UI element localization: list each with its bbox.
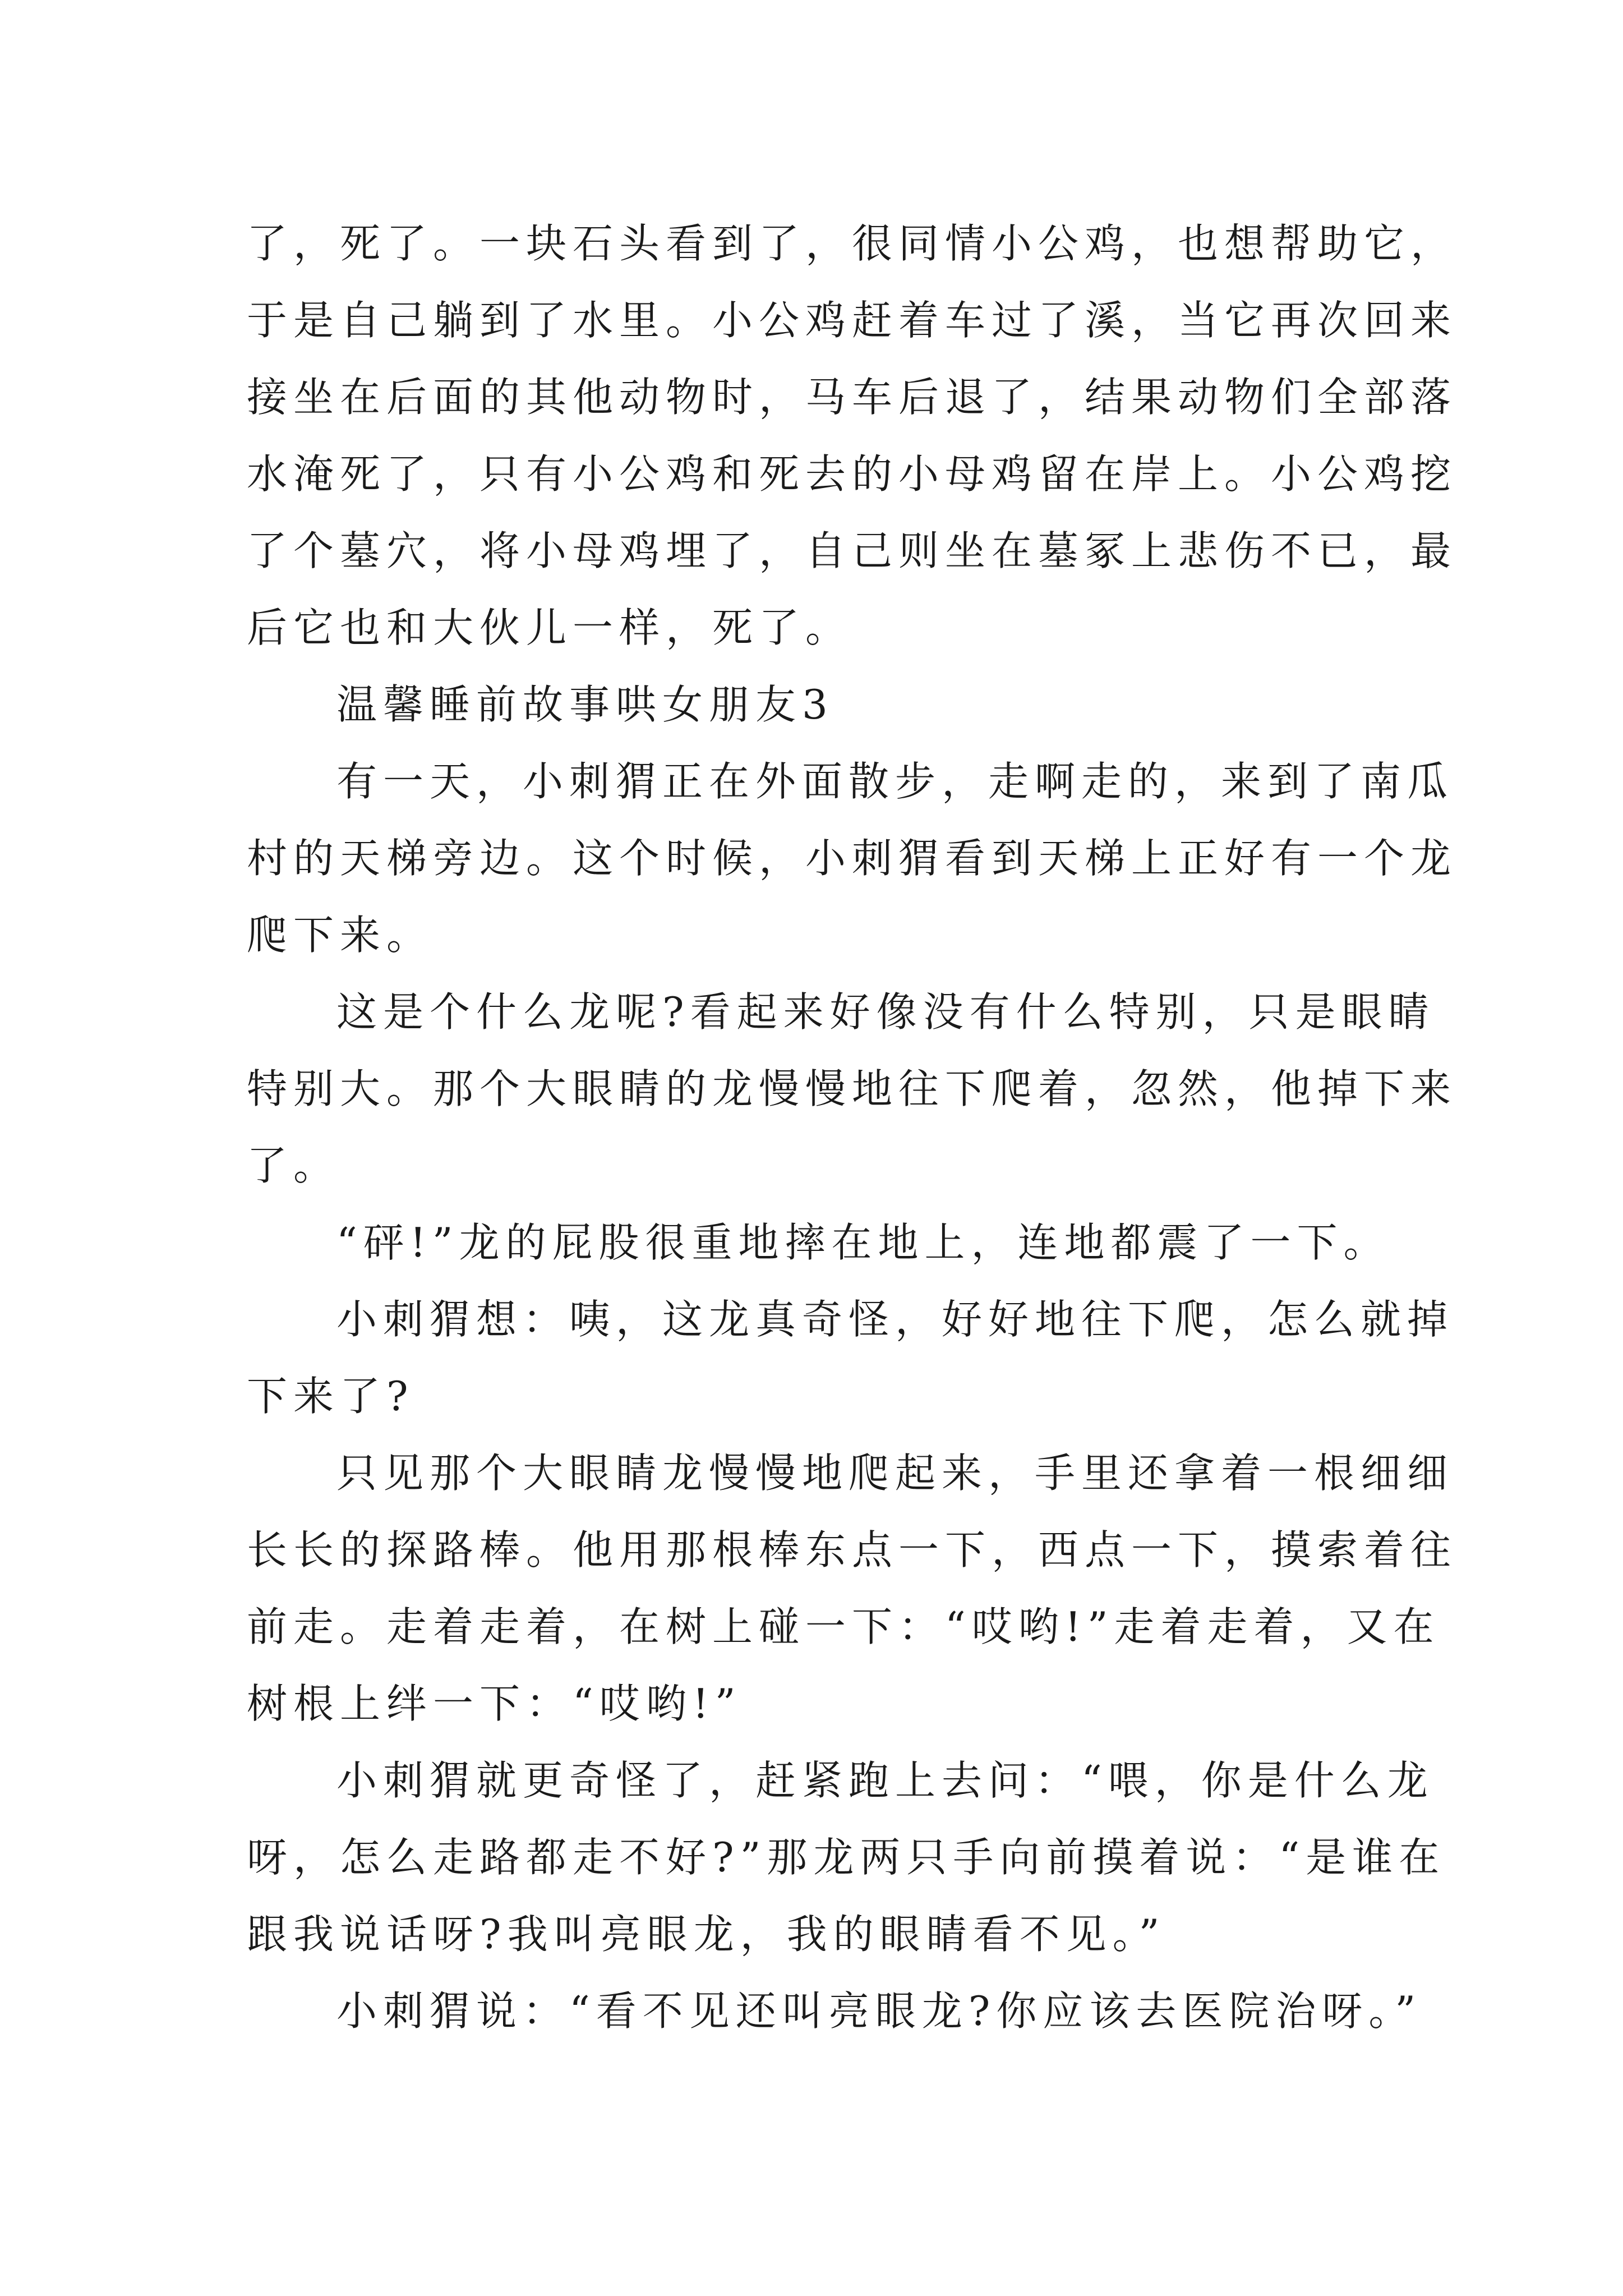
text-line: 村的天梯旁边。这个时候，小刺猬看到天梯上正好有一个龙 xyxy=(247,835,1458,882)
section-heading: 温馨睡前故事哄女朋友3 xyxy=(336,681,834,728)
text-line: 小刺猬就更奇怪了，赶紧跑上去问：“喂，你是什么龙 xyxy=(336,1757,1434,1804)
text-line: 了。 xyxy=(247,1142,340,1189)
text-line: 后它也和大伙儿一样，死了。 xyxy=(247,604,852,651)
text-line: 爬下来。 xyxy=(247,912,434,959)
text-line: 了，死了。一块石头看到了，很同情小公鸡，也想帮助它， xyxy=(247,220,1458,267)
text-line: 特别大。那个大眼睛的龙慢慢地往下爬着，忽然，他掉下来 xyxy=(247,1065,1458,1112)
text-line: 小刺猬说：“看不见还叫亮眼龙?你应该去医院治呀。” xyxy=(336,1987,1422,2035)
text-line: 前走。走着走着，在树上碰一下：“哎哟!”走着走着，又在 xyxy=(247,1603,1440,1650)
text-line: 长长的探路棒。他用那根棒东点一下，西点一下，摸索着往 xyxy=(247,1526,1458,1573)
text-line: 呀，怎么走路都走不好?”那龙两只手向前摸着说：“是谁在 xyxy=(247,1834,1446,1881)
story-text-block xyxy=(247,205,1458,2050)
text-line: 这是个什么龙呢?看起来好像没有什么特别，只是眼睛 xyxy=(336,988,1435,1036)
text-line: 小刺猬想：咦，这龙真奇怪，好好地往下爬，怎么就掉 xyxy=(336,1296,1454,1343)
text-line: “砰!”龙的屁股很重地摔在地上，连地都震了一下。 xyxy=(336,1219,1390,1266)
text-line: 有一天，小刺猬正在外面散步，走啊走的，来到了南瓜 xyxy=(336,758,1454,805)
text-line: 只见那个大眼睛龙慢慢地爬起来，手里还拿着一根细细 xyxy=(336,1450,1454,1497)
text-line: 于是自己躺到了水里。小公鸡赶着车过了溪，当它再次回来 xyxy=(247,297,1458,344)
text-line: 跟我说话呀?我叫亮眼龙，我的眼睛看不见。” xyxy=(247,1911,1166,1958)
text-line: 水淹死了，只有小公鸡和死去的小母鸡留在岸上。小公鸡挖 xyxy=(247,450,1458,498)
text-line: 接坐在后面的其他动物时，马车后退了，结果动物们全部落 xyxy=(247,374,1458,421)
text-line: 了个墓穴，将小母鸡埋了，自己则坐在墓冢上悲伤不已，最 xyxy=(247,527,1458,574)
text-line: 下来了? xyxy=(247,1373,414,1420)
text-line: 树根上绊一下：“哎哟!” xyxy=(247,1680,742,1727)
